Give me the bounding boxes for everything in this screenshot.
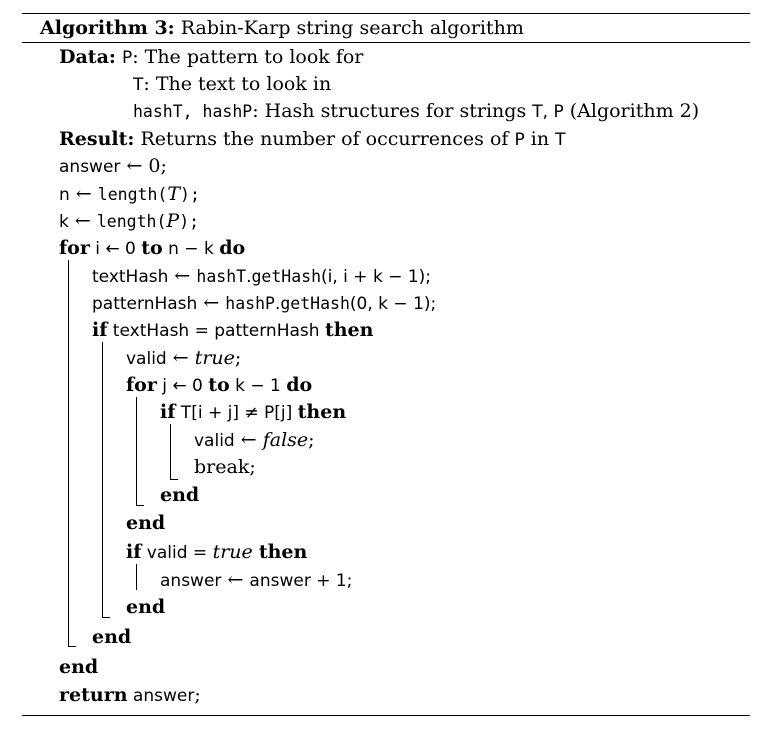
- kw-for: for: [59, 237, 90, 259]
- semicolon: ;: [234, 347, 242, 369]
- for-j-init: j ← 0: [156, 376, 209, 396]
- gethash-args: (0, k − 1);: [349, 294, 437, 314]
- assign-op: ←: [168, 265, 197, 287]
- kw-end: end: [59, 656, 99, 678]
- kw-if: if: [126, 541, 142, 563]
- arg-P: P: [166, 210, 180, 232]
- semicolon: ;: [194, 684, 201, 706]
- fn-length: length: [97, 185, 158, 204]
- result-keyword: Result:: [59, 128, 135, 150]
- kw-then: then: [324, 319, 374, 341]
- kw-to: to: [208, 374, 230, 396]
- line-k: [59, 209, 199, 233]
- line-valid-false: [194, 428, 315, 452]
- line-if-neq: [160, 400, 346, 424]
- increment: + 1;: [310, 571, 353, 591]
- if-valid-block-bar: [136, 564, 137, 590]
- assign-op: ←: [166, 347, 195, 369]
- assign-op: ←: [69, 183, 98, 205]
- line-return: [59, 683, 201, 707]
- algorithm-caption: [40, 16, 524, 40]
- line-if-hash: [92, 318, 373, 342]
- line-end-for-i: [59, 655, 98, 679]
- line-break: [194, 455, 256, 479]
- for-i-block-bar: [68, 260, 69, 646]
- kw-return: return: [59, 684, 128, 706]
- kw-for: for: [126, 374, 157, 396]
- if-hash-block-bar: [102, 342, 103, 617]
- line-patternhash: [92, 291, 436, 315]
- line-valid-true: [126, 346, 241, 370]
- caption-rule: [22, 42, 750, 43]
- hash-desc-a: : Hash structures for strings: [252, 100, 533, 122]
- fn-gethash: getHash: [280, 294, 350, 313]
- kw-end: end: [126, 596, 166, 618]
- break-stmt: break;: [194, 456, 256, 478]
- result-text-a: Returns the number of occurrences of: [140, 128, 515, 150]
- paren: (: [156, 212, 167, 231]
- line-answer-init: [59, 154, 167, 178]
- line-for-j: [126, 373, 312, 397]
- var-answer: answer: [160, 571, 222, 591]
- data-keyword: Data:: [59, 46, 116, 68]
- pattern-desc: : The pattern to look for: [132, 46, 364, 68]
- data-line-p: [59, 45, 363, 69]
- result-p: P: [514, 130, 525, 150]
- if-valid-cond: valid =: [141, 543, 213, 563]
- kw-end: end: [126, 512, 166, 534]
- kw-to: to: [141, 237, 163, 259]
- assign-op: ←: [197, 292, 226, 314]
- val-true: true: [212, 541, 253, 563]
- text-var: T: [133, 75, 144, 95]
- dot: .: [274, 294, 281, 314]
- if-neq-cond: T[i + j] ≠ P[j]: [175, 403, 298, 423]
- line-end-if-neq: [160, 483, 199, 507]
- assign-op: ←: [234, 429, 263, 451]
- var-hasht: hashT: [196, 267, 247, 286]
- assign-op: ← 0;: [120, 155, 167, 177]
- if-neq-block-bar: [170, 424, 171, 479]
- bottom-rule: [22, 715, 750, 716]
- var-answer: answer: [127, 686, 195, 706]
- result-text-b: in: [524, 128, 556, 150]
- result-line: [59, 127, 566, 151]
- for-j-block-hook: [136, 505, 144, 506]
- if-hash-block-hook: [102, 617, 110, 618]
- data-line-t: [133, 72, 331, 96]
- var-answer: answer: [249, 571, 311, 591]
- kw-do: do: [286, 374, 313, 396]
- hash-strings: T, P: [532, 102, 564, 122]
- assign-op: ←: [68, 210, 97, 232]
- data-line-hash: [133, 99, 699, 123]
- pattern-var: P: [121, 48, 133, 68]
- val-true: true: [194, 347, 235, 369]
- var-texthash: textHash: [92, 267, 169, 287]
- arg-T: T: [167, 183, 181, 205]
- kw-end: end: [160, 484, 200, 506]
- fn-gethash: getHash: [251, 267, 322, 286]
- line-answer-inc: [160, 568, 352, 592]
- var-valid: valid: [126, 349, 167, 369]
- caption-title: Rabin-Karp string search algorithm: [180, 17, 524, 39]
- gethash-args: (i, i + k − 1);: [321, 267, 432, 287]
- caption-label: Algorithm 3:: [40, 17, 175, 39]
- paren: );: [179, 212, 200, 231]
- top-rule: [22, 13, 750, 14]
- line-for-i: [59, 236, 245, 260]
- if-hash-cond: textHash = patternHash: [107, 321, 325, 341]
- for-i-bound: n − k: [162, 239, 220, 259]
- line-n: [59, 182, 200, 206]
- hash-desc-b: (Algorithm 2): [563, 100, 700, 122]
- val-false: false: [262, 429, 309, 451]
- var-answer: answer: [59, 157, 121, 177]
- fn-length: length: [96, 212, 157, 231]
- kw-do: do: [219, 237, 246, 259]
- kw-if: if: [92, 319, 108, 341]
- var-patternhash: patternHash: [92, 294, 198, 314]
- line-texthash: [92, 264, 431, 288]
- line-if-valid: [126, 540, 307, 564]
- if-neq-block-hook: [170, 479, 178, 480]
- var-hashp: hashP: [225, 294, 275, 313]
- var-k: k: [59, 212, 69, 232]
- line-end-for-j: [126, 511, 165, 535]
- text-desc: : The text to look in: [143, 73, 332, 95]
- dot: .: [246, 267, 252, 287]
- line-end-if-valid: [126, 595, 165, 619]
- kw-then: then: [297, 401, 347, 423]
- assign-op: ←: [221, 569, 250, 591]
- kw-end: end: [92, 626, 132, 648]
- for-j-bound: k − 1: [229, 376, 287, 396]
- kw-then: then: [258, 541, 308, 563]
- for-i-init: i ← 0: [89, 239, 142, 259]
- semicolon: ;: [308, 429, 315, 451]
- for-j-block-bar: [136, 397, 137, 505]
- hash-vars: hashT, hashP: [133, 102, 253, 121]
- kw-if: if: [160, 401, 176, 423]
- paren: );: [180, 185, 200, 204]
- result-t: T: [555, 130, 566, 150]
- line-end-if-hash: [92, 625, 131, 649]
- var-valid: valid: [194, 431, 235, 451]
- paren: (: [157, 185, 168, 204]
- var-n: n: [59, 185, 70, 205]
- for-i-block-hook: [68, 646, 76, 647]
